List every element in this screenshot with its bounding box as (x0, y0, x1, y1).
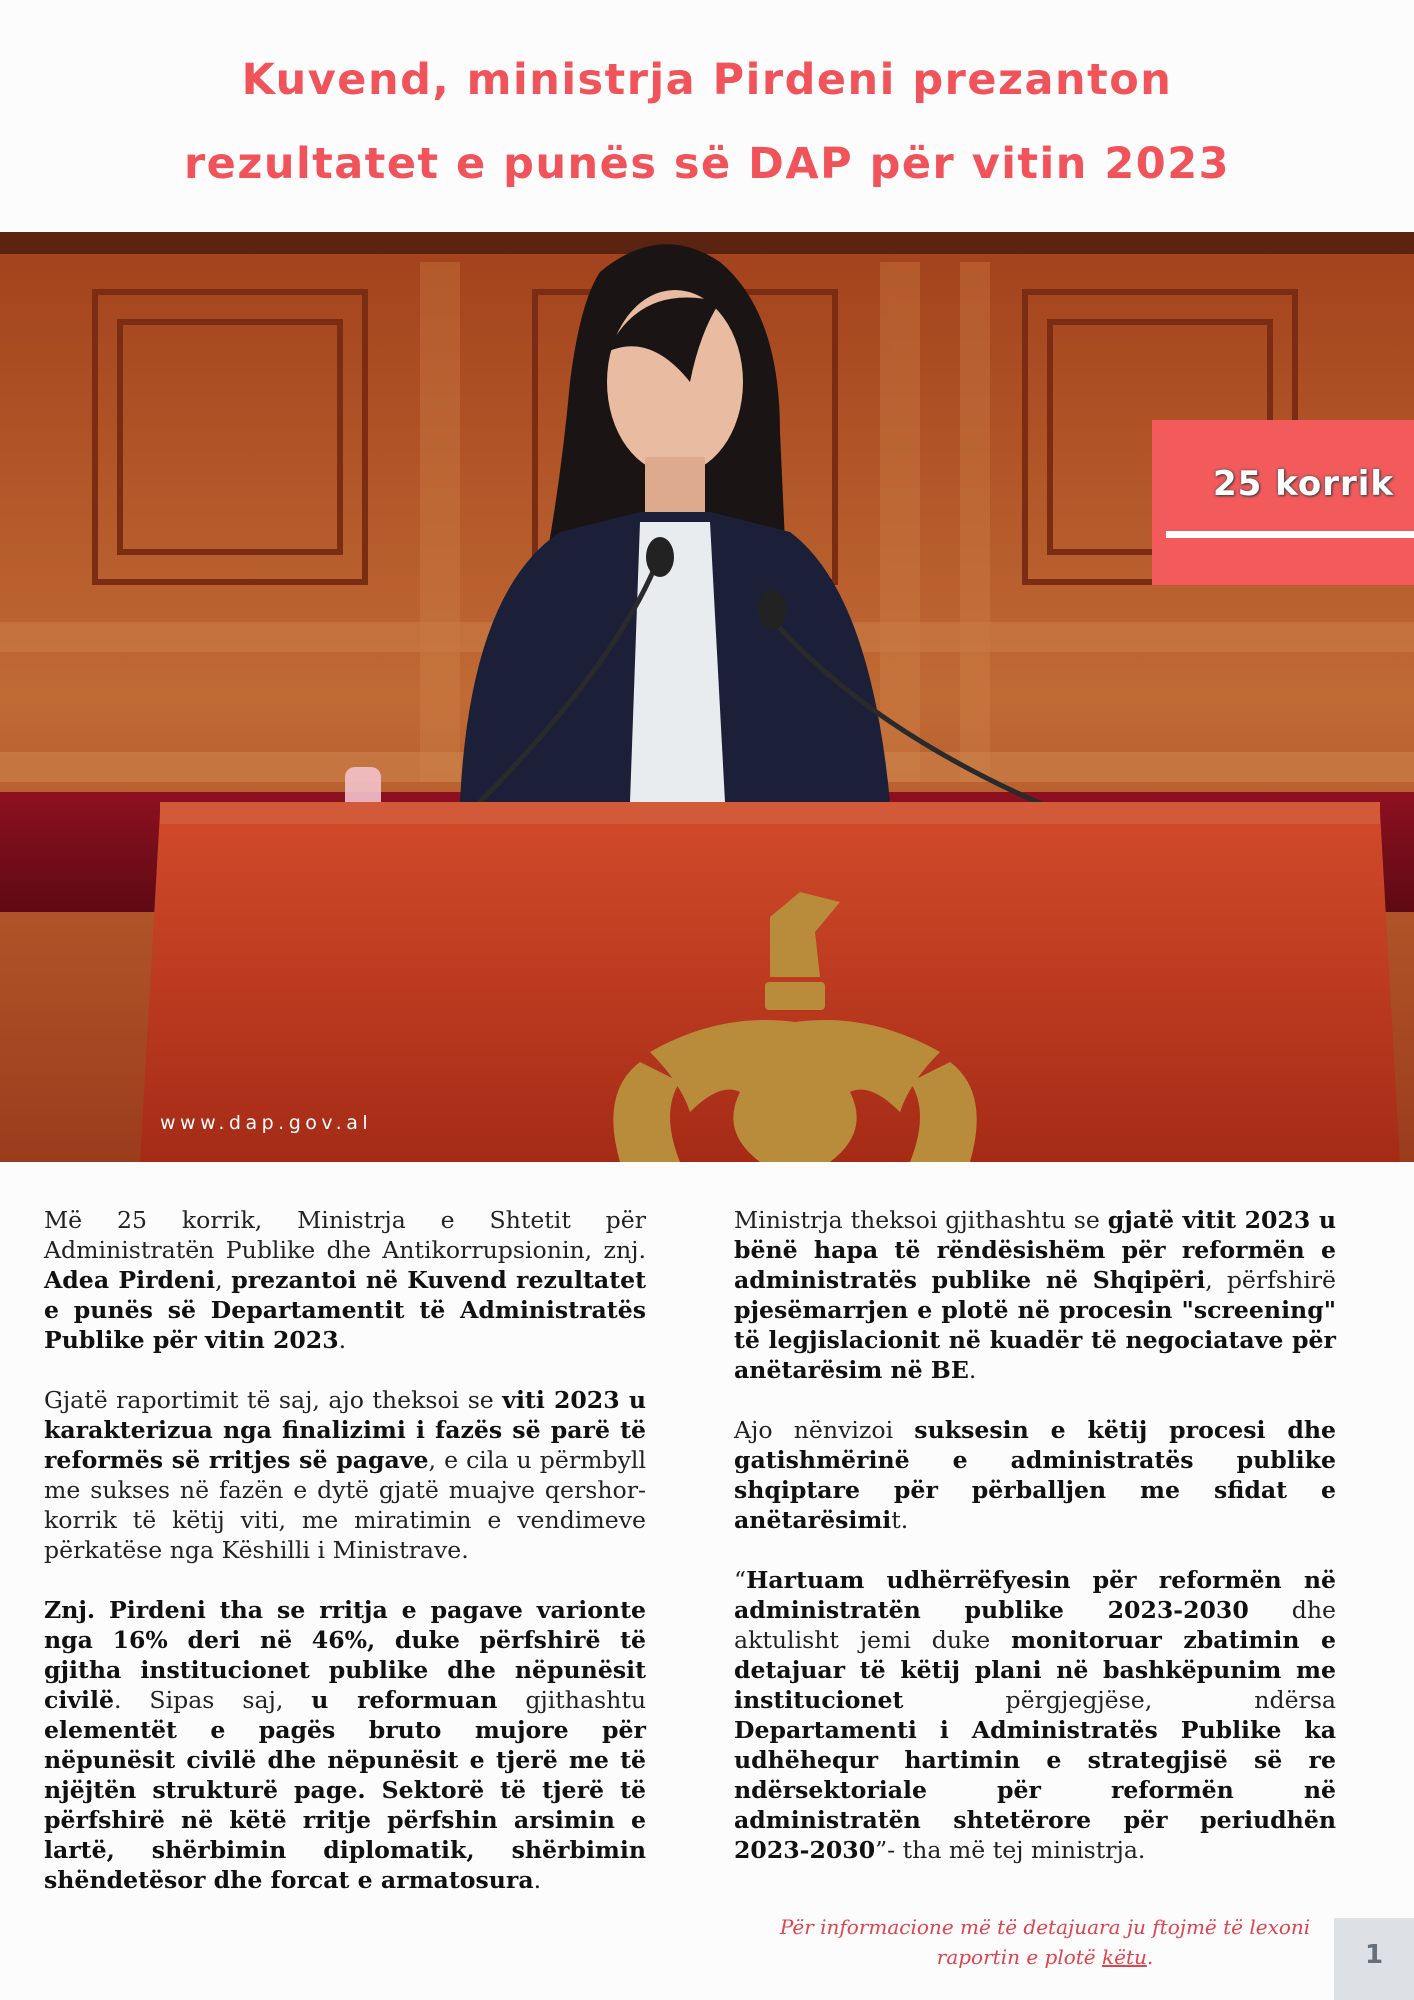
text-run: . Sipas saj, (113, 1686, 312, 1714)
bold-text-run: prezantoi në Kuvend rezultatet e punës së Departamentit të Administratës Publike për vitin 2023 (44, 1266, 647, 1354)
text-run: përgjegjëse (903, 1686, 1145, 1714)
page-number-box (1334, 1918, 1414, 2000)
footer-note (740, 1912, 1350, 1972)
right-column (734, 1205, 1336, 1895)
text-run: ”- tha më tej ministrja. (875, 1836, 1146, 1864)
right-paragraph-3 (734, 1565, 1336, 1865)
right-paragraph-1 (734, 1205, 1336, 1385)
bold-text-run: Hartuam udhërrëfyesin për reformën në administratën publike 2023-2030 (734, 1566, 1336, 1624)
footer-note-end: . (1146, 1945, 1154, 1969)
bold-text-run: suksesin e këtij procesi dhe gatishmërinë e administratës publike shqiptare për përballjen me sfidat e anëtarësimi (734, 1416, 1336, 1534)
left-paragraph-1 (44, 1205, 646, 1355)
text-run: , përfshirë (1205, 1266, 1336, 1294)
hero-photo (0, 232, 1414, 1162)
report-link[interactable]: këtu (1102, 1945, 1147, 1969)
bold-text-run: Adea Pirdeni (44, 1266, 216, 1294)
text-run: Ajo nënvizoi (734, 1416, 915, 1444)
title-line-1: Kuvend, ministrja Pirdeni prezanton (241, 55, 1173, 105)
date-underline (1166, 531, 1414, 538)
text-run: Gjatë raportimit të saj, ajo theksoi se (44, 1386, 503, 1414)
text-run: , (215, 1266, 232, 1294)
text-run: , ndërsa (1144, 1686, 1336, 1714)
text-run: , e cila u përmbyll me sukses në fazën e dytë gjatë muajve qershor-korrik të këtij viti, me miratimin e vendimeve përkatëse nga Këshilli i Ministrave. (44, 1446, 646, 1564)
bold-text-run: viti 2023 u karakterizua nga finalizimi i fazës së parë të reformës së rritjes së pagave (44, 1386, 646, 1474)
bold-text-run: elementët e pagës bruto mujore për nëpunësit civilë dhe nëpunësit e tjerë me të njëjtën strukturë page. Sektorë të tjerë të përfshirë në këtë rritje përfshin arsimin e lartë, shërbimin diplomatik, shërbimin shëndetësor dhe forcat e armatosura (44, 1716, 646, 1894)
footer-note-text: Për informacione më të detajuara ju ftojmë të lexoni raportin e plotë (779, 1915, 1311, 1969)
text-run: Ministrja theksoi gjithashtu se (734, 1206, 1108, 1234)
bold-text-run: Znj. Pirdeni tha se rritja e pagave varionte nga 16% deri në 46%, duke përfshirë të gjitha institucionet publike dhe nëpunësit civilë (44, 1596, 646, 1714)
bold-text-run: monitoruar zbatimin e detajuar të këtij plani në bashkëpunim me institucionet (734, 1626, 1336, 1714)
left-paragraph-3 (44, 1595, 646, 1895)
text-run: . (338, 1326, 347, 1354)
date-badge (1152, 420, 1414, 585)
page-title (0, 38, 1414, 206)
text-run: gjithashtu (497, 1686, 647, 1714)
text-run: . (968, 1356, 977, 1384)
bold-text-run: pjesëmarrjen e plotë në procesin "screening" të legjislacionit në kuadër të negociatave për anëtarësim në BE (734, 1296, 1336, 1384)
parliament-podium-illustration (0, 232, 1414, 1162)
title-line-2: rezultatet e punës së DAP për vitin 2023 (183, 139, 1231, 189)
bold-text-run: Departamenti i Administratës Publike ka udhëhequr hartimin e strategjisë së re ndërsektoriale për reformën në administratën shtetërore për periudhën 2023-2030 (734, 1716, 1336, 1864)
text-run: dhe aktulisht jemi duke (734, 1596, 1336, 1654)
text-run: t. (891, 1506, 909, 1534)
left-paragraph-2 (44, 1385, 646, 1565)
text-run: “ (734, 1566, 747, 1594)
text-run: . (533, 1866, 542, 1894)
right-paragraph-2 (734, 1415, 1336, 1535)
left-column (44, 1205, 646, 1925)
date-label: 25 korrik (1212, 464, 1394, 504)
website-watermark: www.dap.gov.al (160, 1112, 373, 1134)
bold-text-run: u reformuan (311, 1686, 498, 1714)
bold-text-run: gjatë vitit 2023 u bënë hapa të rëndësishëm për reformën e administratës publike në Shqipëri (734, 1206, 1336, 1294)
text-run: Më 25 korrik, Ministrja e Shtetit për Administratën Publike dhe Antikorrupsionin, znj. (44, 1206, 646, 1264)
page-number: 1 (1364, 1940, 1384, 1970)
